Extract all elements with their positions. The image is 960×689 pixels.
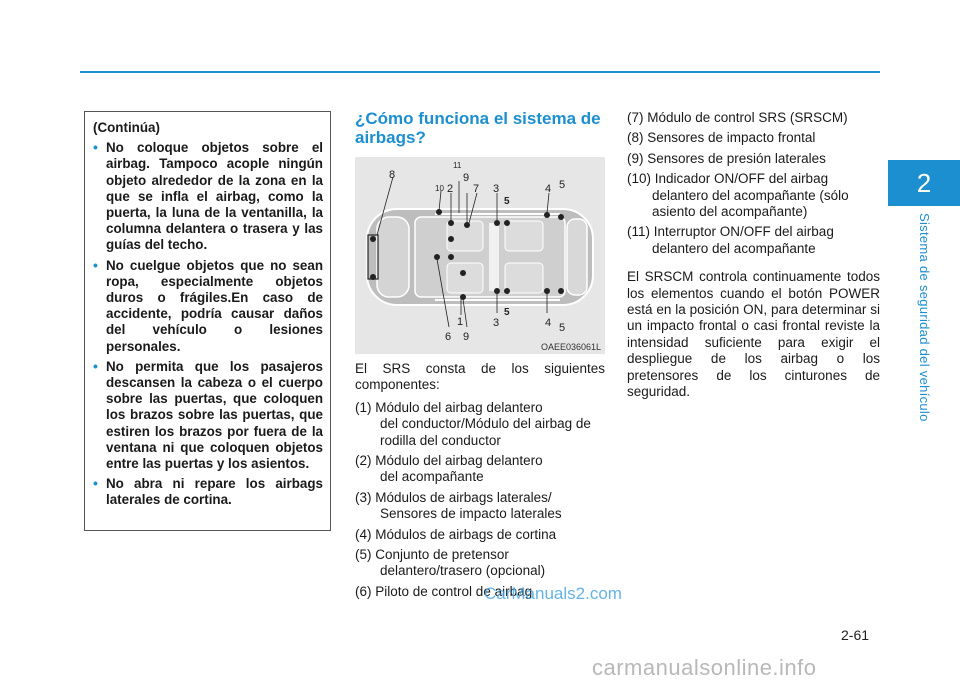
component-rest: del conductor/Módulo del airbag de rodilla del conductor [380,416,591,448]
component-item [355,490,605,523]
diagram-label: 9 [463,172,470,184]
bullet-icon: • [93,139,98,156]
component-dot [460,270,466,276]
car-hood [377,217,409,297]
chapter-title: Sistema de seguridad del vehículo [917,213,932,422]
diagram-label: 4 [545,317,552,329]
component-first-line: (9) Sensores de presión laterales [627,150,826,166]
watermark-link[interactable]: CarManuals2.com [484,584,622,603]
component-rest: del acompañante [380,469,484,485]
seat [505,263,543,293]
intro-text: El SRS consta de los siguientes componentes: [355,361,605,393]
srscm-paragraph: El SRSCM controla continuamente todos los elementos cuando el botón POWER está en la posición ON, para determinar si un impacto frontal o casi frontal reviste la intensidad suficiente para exigir el despliegue de los airbag o los pretensores de los cinturones de seguridad. [627,269,880,400]
component-item [355,547,605,580]
warning-text: No permita que los pasajeros descansen la cabeza o el cuerpo sobre las puertas, que coloquen los brazos sobre las puertas, que estiren los brazos por fuera de la ventana ni que coloquen objetos entre las puertas y los asientos. [106,358,323,472]
component-item [355,400,605,449]
diagram-label: 4 [545,183,552,195]
warning-item [93,359,323,472]
warning-list [93,140,323,508]
component-item [627,151,880,167]
component-first-line: (2) Módulo del airbag delantero [355,453,543,469]
component-first-line: (7) Módulo de control SRS (SRSCM) [627,110,848,125]
warning-text: No abra ni repare los airbags laterales de cortina. [106,476,323,508]
car-trunk [567,219,587,295]
diagram-label: 5 [504,307,510,318]
component-dot [504,288,510,294]
component-dot [558,288,564,294]
section-heading: ¿Cómo funciona el sistema de airbags? [355,109,601,147]
diagram-label: 2 [447,183,454,195]
diagram-label: 5 [559,179,566,191]
component-list [355,400,605,600]
warning-item [93,140,323,253]
diagram-label: 9 [463,331,470,343]
component-rest: delantero del acompañante [652,240,816,256]
component-dot [370,236,376,242]
warning-text: No coloque objetos sobre el airbag. Tampoco acople ningún objeto alrededor de la zona en la que se infla el airbag, como la puerta, la luna de la ventanilla, la columna delantera o trasera y las guías del techo. [106,140,323,253]
diagram-label: 5 [559,322,566,334]
diagram-code: OAEE036061L [540,342,601,352]
airbag-layout-diagram [355,157,605,354]
component-dot [448,236,454,242]
header-rule [80,71,880,73]
diagram-label: 5 [504,196,510,207]
components-column-2 [627,110,880,401]
diagram-label: 3 [493,183,500,195]
component-first-line: (3) Módulos de airbags laterales/ [355,489,552,505]
warning-text: No cuelgue objetos que no sean ropa, especialmente objetos duros o frágiles.En caso de accidente, podría causar daños del vehículo o lesiones personales. [106,257,323,354]
diagram-label: 3 [493,317,500,329]
chapter-tab[interactable]: 2 [888,160,960,206]
component-first-line: (1) Módulo del airbag delantero [355,399,543,415]
component-rest: delantero/trasero (opcional) [380,563,546,579]
component-first-line: (4) Módulos de airbags de cortina [355,526,557,542]
component-item [627,224,880,257]
component-first-line: (5) Conjunto de pretensor [355,547,509,563]
component-dot [448,254,454,260]
diagram-label: 8 [389,169,396,181]
warning-box [84,111,331,531]
component-dot [370,274,376,280]
component-item [627,110,880,126]
component-rest: delantero del acompañante (sólo asiento del acompañante) [652,187,849,220]
component-first-line: (11) Interruptor ON/OFF del airbag [627,224,834,240]
warning-item [93,476,323,508]
component-first-line: (10) Indicador ON/OFF del airbag [627,171,829,187]
components-column-1 [355,361,605,604]
component-item [355,453,605,486]
diagram-label: 1 [457,316,464,328]
component-rest: Sensores de impacto laterales [380,506,562,522]
diagram-label: 11 [453,161,462,170]
component-first-line: (8) Sensores de impacto frontal [627,130,816,146]
page-number: 2-61 [841,627,870,643]
center-console [489,223,499,291]
component-dot [504,220,510,226]
diagram-label: 6 [445,331,452,343]
seat [447,263,483,293]
component-item [627,130,880,146]
car-topview-illustration [355,157,605,354]
bullet-icon: • [93,357,98,374]
warning-item [93,258,323,355]
component-item [355,527,605,543]
warning-title: (Continúa) [93,120,160,135]
footer-watermark: carmanualsonline.info [592,655,817,680]
diagram-label: 7 [473,183,480,195]
component-dot [558,214,564,220]
bullet-icon: • [93,256,98,273]
diagram-label: 10 [435,184,444,193]
component-list [627,110,880,257]
component-item [627,171,880,220]
bullet-icon: • [93,475,98,492]
seat [505,221,543,251]
component-first-line: (6) Piloto de control de airbag [355,583,533,599]
